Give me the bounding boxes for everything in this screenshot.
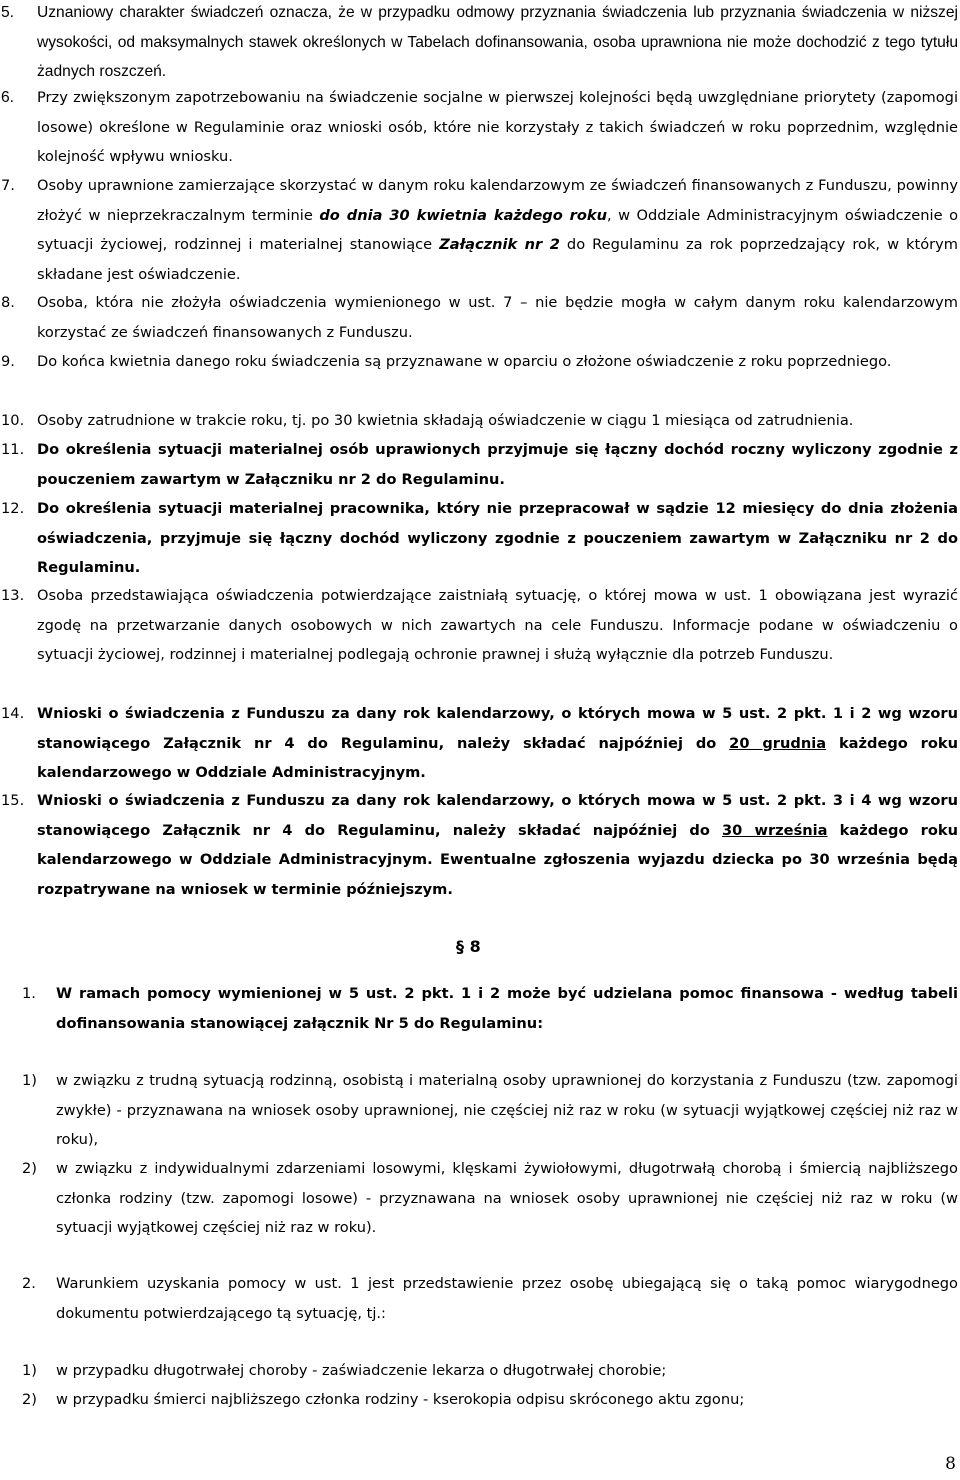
text-run: w związku z trudną sytuacją rodzinną, osobistą i materialną osoby uprawnionej do korzystania z Funduszu (tzw. zapomogi zwykłe) - przyznawana na wniosek osoby uprawnionej, nie częściej niż raz w roku (w sytuacji wyjątkowej częściej niż raz w roku), (56, 1072, 958, 1148)
paragraph-text (37, 786, 958, 904)
paragraph-number: 12. (1, 500, 25, 517)
paragraph-number: 13. (1, 587, 25, 604)
text-run: Do określenia sytuacji materialnej pracownika, który nie przepracował w sądzie 12 miesięcy do dnia złożenia oświadczenia, przyjmuje się łączny dochód wyliczony zgodnie z pouczeniem zawartym w Załączniku nr 2 do Regulaminu. (37, 500, 958, 576)
text-run: każdego roku kalendarzowego w Oddziale Administracyjnym. Ewentualne zgłoszenia wyjazdu dziecka po 30 września będą rozpatrywane na wniosek w terminie późniejszym. (37, 821, 958, 898)
paragraph-text (37, 347, 958, 377)
paragraph-number: 2. (22, 1275, 36, 1292)
text-run: do Regulaminu za rok poprzedzający rok, w którym składane jest oświadczenie. (37, 236, 958, 283)
text-run: Przy zwiększonym zapotrzebowaniu na świadczenie socjalne w pierwszej kolejności będą uwzględniane priorytety (zapomogi losowe) określone w Regulaminie oraz wnioski osób, które nie korzystały z takich świadczeń w roku poprzednim, względnie kolejność wpływu wniosku. (37, 89, 958, 165)
text-run: Uznaniowy charakter świadczeń oznacza, że w przypadku odmowy przyznania świadczenia lub przyznania świadczenia w niższej wysokości, od maksymalnych stawek określonych w Tabelach dofinansowania, osoba uprawniona nie może dochodzić z tego tytułu żadnych roszczeń. (37, 4, 958, 80)
paragraph-text (37, 0, 958, 87)
paragraph-text (37, 406, 958, 436)
paragraph-number: 10. (1, 412, 25, 429)
text-run: Wnioski o świadczenia z Funduszu za dany rok kalendarzowy, o których mowa w 5 ust. 2 pkt. 3 i 4 wg wzoru stanowiącego Załącznik nr 4 do Regulaminu, należy składać najpóźniej do (37, 792, 958, 839)
paragraph-number: 5. (1, 4, 15, 21)
list-item-number: 1) (22, 1072, 37, 1089)
text-run: 30 września (722, 821, 828, 839)
text-run: W ramach pomocy wymienionej w 5 ust. 2 pkt. 1 i 2 może być udzielana pomoc finansowa - według tabeli dofinansowania stanowiącej załącznik Nr 5 do Regulaminu: (56, 985, 958, 1032)
paragraph-number: 9. (1, 353, 15, 370)
paragraph-text (37, 494, 958, 583)
page-number: 8 (945, 1454, 956, 1474)
list-item-number: 2) (22, 1391, 37, 1408)
text-run: Osoba, która nie złożyła oświadczenia wymienionego w ust. 7 – nie będzie mogła w całym danym roku kalendarzowym korzystać ze świadczeń finansowanych z Funduszu. (37, 294, 958, 341)
text-run: Warunkiem uzyskania pomocy w ust. 1 jest przedstawienie przez osobę ubiegającą się o taką pomoc wiarygodnego dokumentu potwierdzającego tą sytuację, tj.: (56, 1275, 958, 1322)
text-run: Do określenia sytuacji materialnej osób uprawionych przyjmuje się łączny dochód roczny wyliczony zgodnie z pouczeniem zawartym w Załączniku nr 2 do Regulaminu. (37, 441, 958, 488)
paragraph-text (37, 581, 958, 670)
text-run: do dnia 30 kwietnia każdego roku (319, 206, 607, 224)
text-run: Wnioski o świadczenia z Funduszu za dany rok kalendarzowy, o których mowa w 5 ust. 2 pkt. 1 i 2 wg wzoru stanowiącego Załącznik nr 4 do Regulaminu, należy składać najpóźniej do (37, 705, 958, 752)
paragraph-number: 6. (1, 89, 15, 106)
section-heading: § 8 (456, 937, 481, 956)
text-run: Osoba przedstawiająca oświadczenia potwierdzające zaistniałą sytuację, o której mowa w ust. 1 obowiązana jest wyrazić zgodę na przetwarzanie danych osobowych w nich zawartych na cele Funduszu. Informacje podane w oświadczeniu o sytuacji życiowej, rodzinnej i materialnej podlegają ochronie prawnej i służą wyłącznie dla potrzeb Funduszu. (37, 587, 958, 663)
paragraph-number: 11. (1, 441, 25, 458)
list-item-text (56, 1066, 958, 1155)
text-run: Załącznik nr 2 (439, 236, 560, 253)
text-run: 20 grudnia (729, 734, 827, 752)
paragraph-text (37, 83, 958, 172)
list-item-number: 2) (22, 1160, 37, 1177)
list-item-number: 1) (22, 1362, 37, 1379)
text-run: , w Oddziale Administracyjnym oświadczenie o sytuacji życiowej, rodzinnej i materialnej stanowiące (37, 206, 958, 253)
text-run: Osoby zatrudnione w trakcie roku, tj. po 30 kwietnia składają oświadczenie w ciągu 1 miesiąca od zatrudnienia. (37, 412, 854, 429)
paragraph-number: 14. (1, 705, 25, 722)
paragraph-text (37, 171, 958, 289)
paragraph-number: 7. (1, 177, 15, 194)
list-item-text (56, 1356, 958, 1386)
paragraph-number: 15. (1, 792, 25, 809)
paragraph-text (37, 699, 958, 788)
text-run: Osoby uprawnione zamierzające skorzystać w danym roku kalendarzowym ze świadczeń finansowanych z Funduszu, powinny złożyć w nieprzekraczalnym terminie (37, 177, 958, 224)
text-run: w przypadku śmierci najbliższego członka rodziny - kserokopia odpisu skróconego aktu zgonu; (56, 1391, 745, 1408)
paragraph-text (56, 1269, 958, 1328)
text-run: Do końca kwietnia danego roku świadczenia są przyznawane w oparciu o złożone oświadczenie z roku poprzedniego. (37, 353, 892, 370)
list-item-text (56, 1385, 958, 1415)
paragraph-text (37, 435, 958, 494)
paragraph-text (56, 979, 958, 1038)
text-run: każdego roku kalendarzowego w Oddziale Administracyjnym. (37, 734, 958, 781)
text-run: w przypadku długotrwałej choroby - zaświadczenie lekarza o długotrwałej chorobie; (56, 1362, 667, 1379)
paragraph-number: 1. (22, 985, 36, 1002)
paragraph-number: 8. (1, 294, 15, 311)
list-item-text (56, 1154, 958, 1243)
paragraph-text (37, 288, 958, 347)
text-run: w związku z indywidualnymi zdarzeniami losowymi, klęskami żywiołowymi, długotrwałą chorobą i śmiercią najbliższego członka rodziny (tzw. zapomogi losowe) - przyznawana na wniosek osoby uprawnionej nie częściej niż raz w roku (w sytuacji wyjątkowej częściej niż raz w roku). (56, 1160, 958, 1236)
